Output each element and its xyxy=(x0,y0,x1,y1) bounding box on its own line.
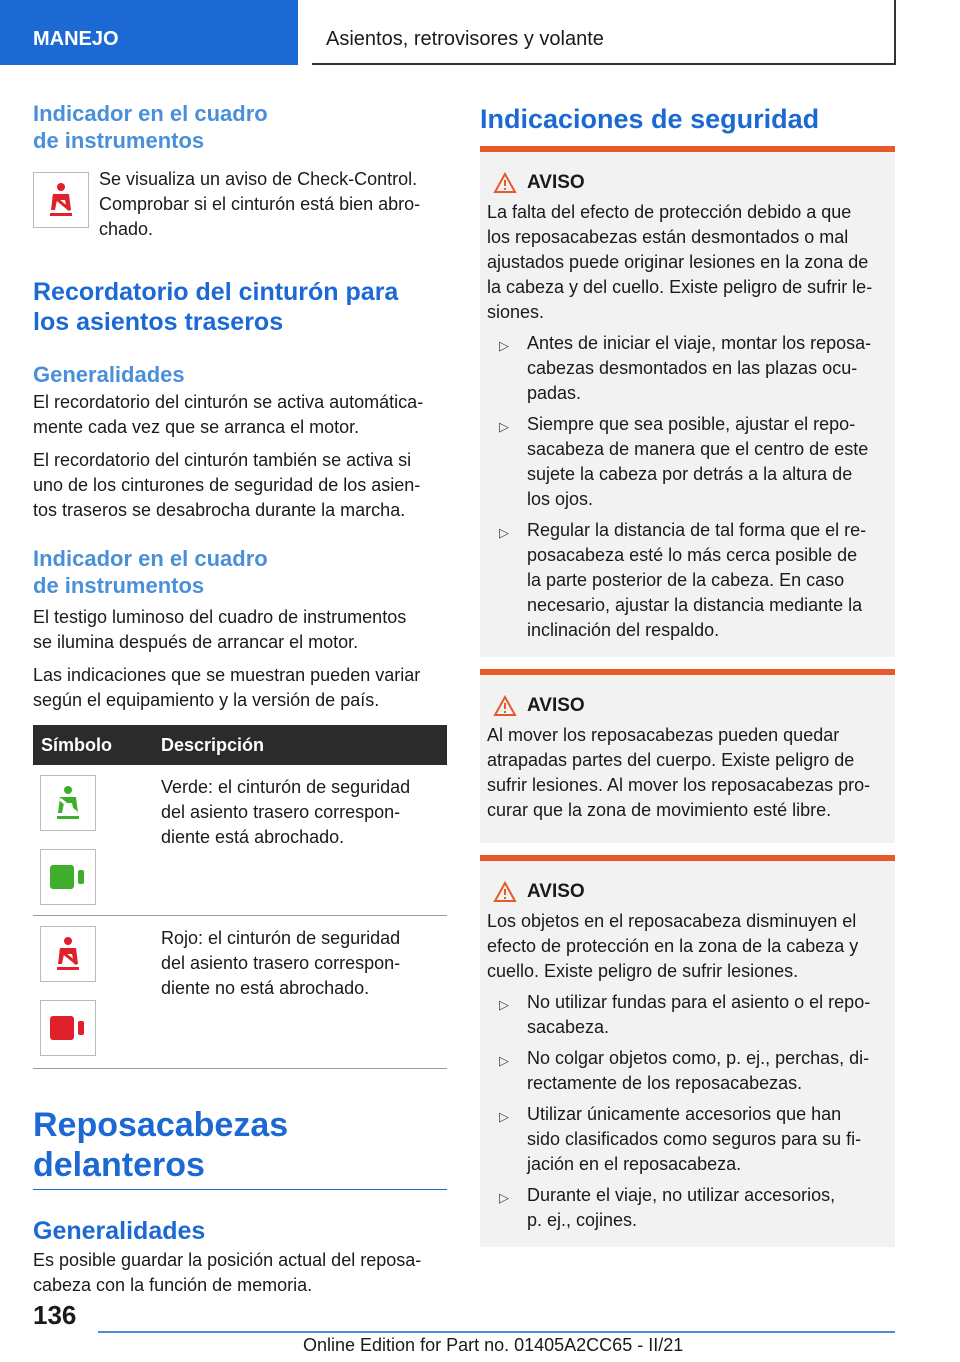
bullet-triangle-icon: ▷ xyxy=(499,1053,509,1068)
indicator-2-para-1: El testigo luminoso del cuadro de instrumentos se ilumina después de arrancar el motor. xyxy=(33,607,407,652)
list-item: ▷ Utilizar únicamente accesorios que han sido clasificados como seguros para su fi- jación en el reposacabeza. xyxy=(487,1102,887,1177)
general-2-para: Es posible guardar la posición actual del reposa- cabeza con la función de memoria. xyxy=(33,1250,422,1295)
heading-headrests: Reposacabezas delanteros xyxy=(33,1105,447,1190)
table-header-row xyxy=(33,725,447,765)
bullet-triangle-icon: ▷ xyxy=(499,1190,509,1205)
row-1-description: Verde: el cinturón de seguridad del asiento trasero correspon- diente está abrochado. xyxy=(161,777,411,847)
warning-triangle-icon xyxy=(493,881,517,903)
warning-title: AVISO xyxy=(527,881,585,902)
warning-title: AVISO xyxy=(527,695,585,716)
heading-indicator-2: Indicador en el cuadro de instrumentos xyxy=(33,546,268,598)
warning-triangle-icon xyxy=(493,695,517,717)
row-2-description: Rojo: el cinturón de seguridad del asiento trasero correspon- diente no está abrochado. xyxy=(161,928,401,998)
header-chapter: Asientos, retrovisores y volante xyxy=(312,0,896,65)
symbol-table xyxy=(33,725,447,1069)
indicator-2-para-2: Las indicaciones que se muestran pueden variar según el equipamiento y la versión de país. xyxy=(33,665,421,710)
bullet-triangle-icon: ▷ xyxy=(499,1109,509,1124)
list-item: ▷ No utilizar fundas para el asiento o el repo- sacabeza. xyxy=(487,990,887,1040)
left-column xyxy=(33,100,447,1298)
general-1-para-2: El recordatorio del cinturón también se activa si uno de los cinturones de seguridad de los asien- tos traseros se desabrocha durante la marcha. xyxy=(33,450,421,520)
list-item: ▷ Regular la distancia de tal forma que el re- posacabeza esté lo más cerca posible de la parte posterior de la cabeza. En caso necesario, ajustar la distancia mediante la inclinación del respaldo. xyxy=(487,518,887,643)
right-column xyxy=(480,100,895,1247)
warning-box-2 xyxy=(480,669,895,843)
table-header-symbol: Símbolo xyxy=(33,725,153,765)
heading-reminder: Recordatorio del cinturón para los asientos traseros xyxy=(33,278,399,336)
seatbelt-warning-icon xyxy=(33,172,89,228)
heading-indicator-1: Indicador en el cuadro de instrumentos xyxy=(33,101,268,153)
warning-2-text: Al mover los reposacabezas pueden quedar atrapadas partes del cuerpo. Existe peligro de sufrir lesiones. Al mover los reposacabezas pro- curar que la zona de movimiento esté libre. xyxy=(487,725,871,820)
seatbelt-unfastened-icon xyxy=(40,926,96,982)
warning-triangle-icon xyxy=(493,172,517,194)
footer-edition: Online Edition for Part no. 01405A2CC65 - II/21 xyxy=(303,1335,684,1355)
warning-1-text: La falta del efecto de protección debido a que los reposacabezas están desmontados o mal ajustados puede originar lesiones en la zona de la cabeza y del cuello. Existe peligro de sufrir le- siones. xyxy=(487,202,873,322)
list-item: ▷ Antes de iniciar el viaje, montar los reposa- cabezas desmontados en las plazas ocu- padas. xyxy=(487,331,887,406)
list-item: ▷ Durante el viaje, no utilizar accesorios, p. ej., cojines. xyxy=(487,1183,887,1233)
warning-box-1 xyxy=(480,146,895,657)
table-header-description: Descripción xyxy=(153,725,447,765)
bullet-triangle-icon: ▷ xyxy=(499,419,509,434)
list-item: ▷ No colgar objetos como, p. ej., perchas, di- rectamente de los reposacabezas. xyxy=(487,1046,887,1096)
warning-box-3 xyxy=(480,855,895,1247)
indicator-1-text: Se visualiza un aviso de Check-Control. Comprobar si el cinturón está bien abro- chado. xyxy=(99,169,421,239)
page-number: 136 xyxy=(33,1300,77,1330)
indicator-1-row xyxy=(33,167,447,242)
heading-safety: Indicaciones de seguridad xyxy=(480,104,820,134)
bullet-triangle-icon: ▷ xyxy=(499,997,509,1012)
warning-title: AVISO xyxy=(527,172,585,193)
header-section: MANEJO xyxy=(0,0,298,65)
seatbelt-fastened-icon xyxy=(40,775,96,831)
bullet-triangle-icon: ▷ xyxy=(499,338,509,353)
heading-general-1: Generalidades xyxy=(33,362,185,387)
rear-seat-red-icon xyxy=(40,1000,96,1056)
warning-3-text: Los objetos en el reposacabeza disminuyen el efecto de protección en la zona de la cabeza y cuello. Existe peligro de sufrir lesiones. xyxy=(487,911,859,981)
general-1-para-1: El recordatorio del cinturón se activa automática- mente cada vez que se arranca el motor. xyxy=(33,392,424,437)
bullet-triangle-icon: ▷ xyxy=(499,525,509,540)
table-row xyxy=(33,765,447,916)
list-item: ▷ Siempre que sea posible, ajustar el repo- sacabeza de manera que el centro de este sujete la cabeza por detrás a la altura de los ojos. xyxy=(487,412,887,512)
heading-general-2: Generalidades xyxy=(33,1217,206,1245)
rear-seat-green-icon xyxy=(40,849,96,905)
footer-divider xyxy=(98,1331,895,1333)
table-row xyxy=(33,916,447,1069)
